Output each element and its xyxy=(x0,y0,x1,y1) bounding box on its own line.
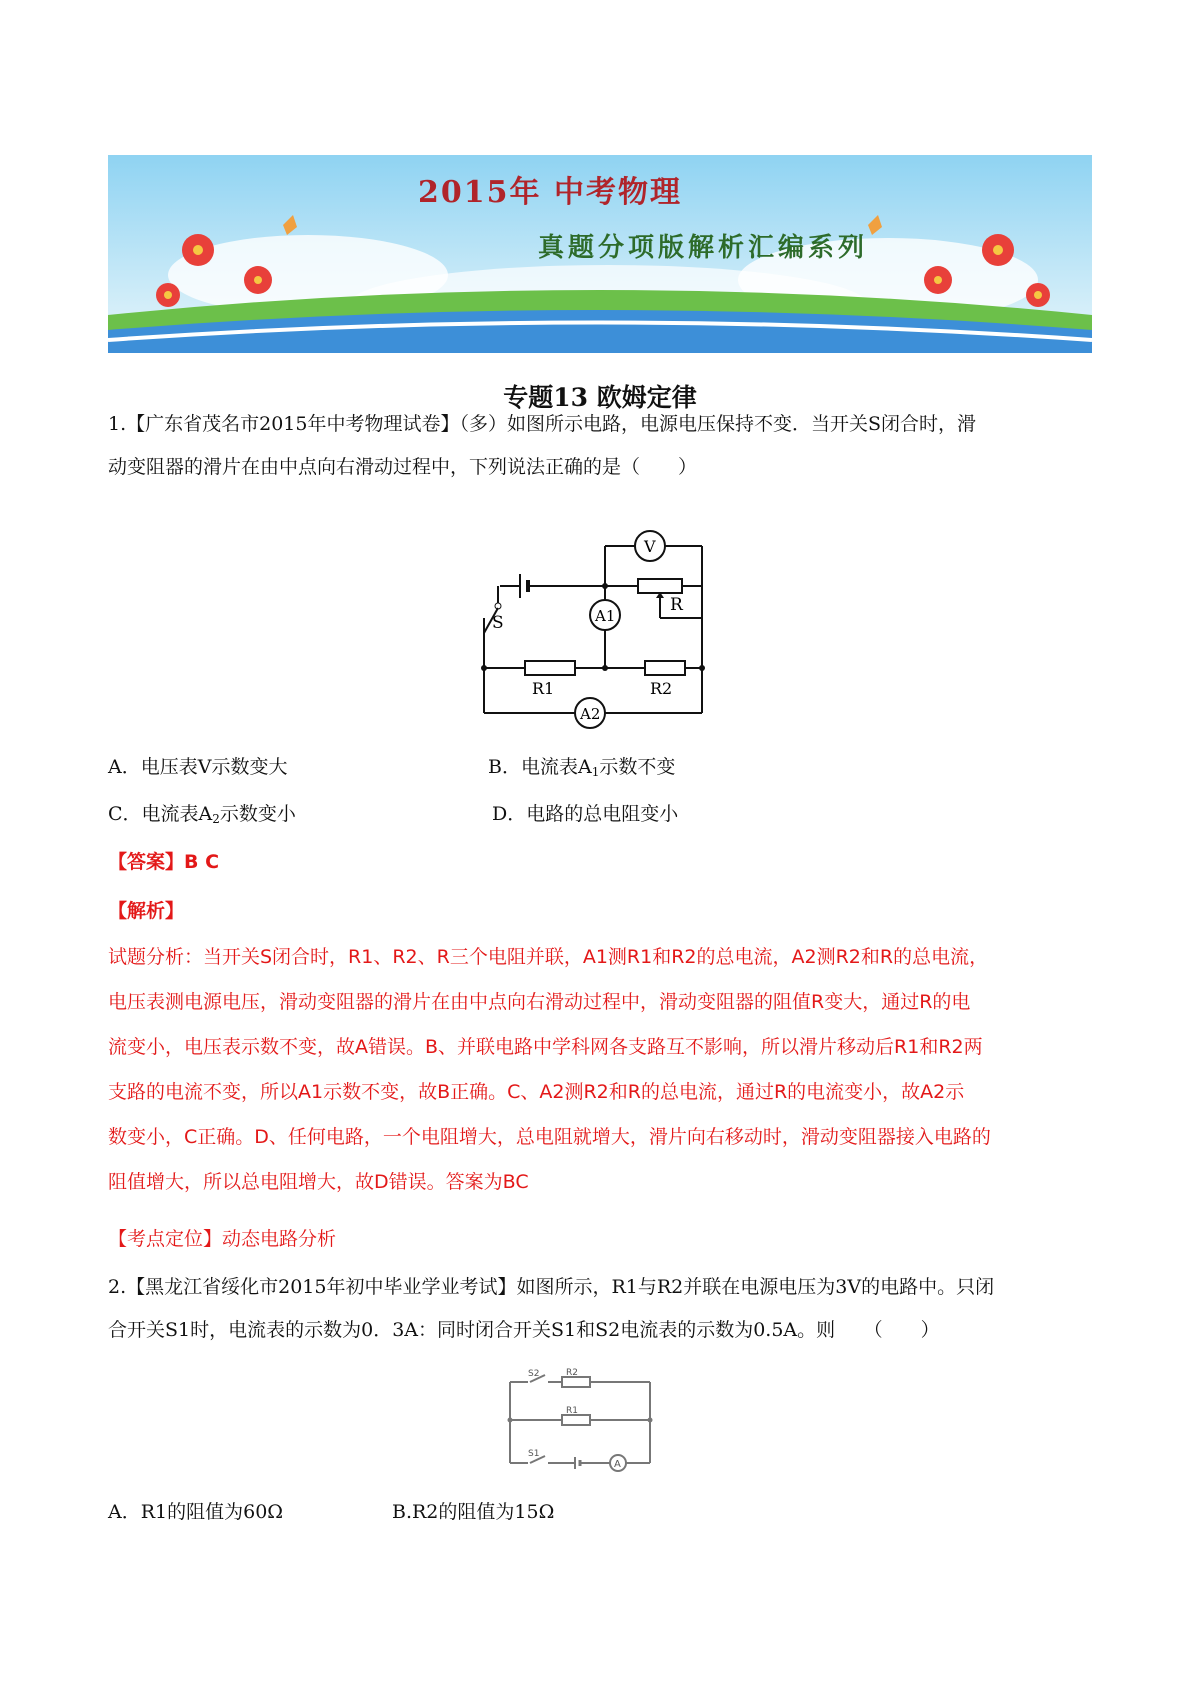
q1-stem-line2: 动变阻器的滑片在由中点向右滑动过程中，下列说法正确的是（ ） xyxy=(108,456,698,478)
q2-label-s2: S2 xyxy=(528,1369,540,1379)
q1-option-b-pre: B．电流表A xyxy=(488,756,592,778)
q1-option-b-sub: 1 xyxy=(591,765,600,779)
q1-analysis-line3: 流变小，电压表示数不变，故A错误。B、并联电路中学科网各支路互不影响，所以滑片移动后R1和R2两 xyxy=(108,1036,983,1058)
q1-option-b xyxy=(488,753,675,786)
q2-option-b: B.R2的阻值为15Ω xyxy=(392,1501,555,1523)
q2-option-a: A．R1的阻值为60Ω xyxy=(108,1501,284,1523)
q2-label-a: A xyxy=(614,1459,621,1470)
banner-series-title: 真题分项版解析汇编系列 xyxy=(538,233,869,263)
q1-analysis-line1: 试题分析：当开关S闭合时，R1、R2、R三个电阻并联，A1测R1和R2的总电流，A2测R2和R的总电流， xyxy=(108,946,989,968)
q1-analysis-heading: 【解析】 xyxy=(108,900,185,922)
circuit-label-a1: A1 xyxy=(595,607,616,625)
q1-analysis-line4: 支路的电流不变，所以A1示数不变，故B正确。C、A2测R2和R的总电流，通过R的电流变小，故A2示 xyxy=(108,1081,965,1103)
circuit-label-r: R xyxy=(670,595,683,615)
q1-option-c-sub: 2 xyxy=(212,812,220,826)
circuit-label-s: S xyxy=(492,613,504,633)
q2-label-s1: S1 xyxy=(528,1449,540,1459)
q1-answer: 【答案】B C xyxy=(108,851,220,873)
topic-title: 专题13 欧姆定律 xyxy=(503,383,697,412)
q1-option-c-post: 示数变小 xyxy=(219,803,296,825)
q1-option-b-post: 示数不变 xyxy=(599,756,676,778)
q1-analysis-line2: 电压表测电源电压，滑动变阻器的滑片在由中点向右滑动过程中，滑动变阻器的阻值R变大，通过R的电 xyxy=(108,991,971,1013)
q1-circuit-diagram xyxy=(470,528,720,743)
q1-option-a: A．电压表V示数变大 xyxy=(108,756,288,778)
q2-label-r1: R1 xyxy=(566,1406,578,1416)
q2-circuit-diagram xyxy=(500,1368,660,1478)
circuit-label-r2: R2 xyxy=(650,679,673,698)
q1-analysis-line6: 阻值增大，所以总电阻增大，故D错误。答案为BC xyxy=(108,1171,529,1193)
q1-option-c xyxy=(108,800,296,833)
q1-analysis-line5: 数变小，C正确。D、任何电路，一个电阻增大，总电阻就增大，滑片向右移动时，滑动变阻器接入电路的 xyxy=(108,1126,991,1148)
banner-year-title: 2015年 中考物理 xyxy=(418,175,682,210)
q1-option-d: D．电路的总电阻变小 xyxy=(492,803,679,825)
circuit-label-v: V xyxy=(644,537,656,556)
circuit-label-a2: A2 xyxy=(580,705,601,723)
circuit-label-r1: R1 xyxy=(532,679,555,698)
q2-stem-line1: 2.【黑龙江省绥化市2015年初中毕业学业考试】如图所示，R1与R2并联在电源电压为3V的电路中。只闭 xyxy=(108,1276,995,1298)
q1-stem-line1: 1.【广东省茂名市2015年中考物理试卷】（多）如图所示电路，电源电压保持不变．当开关S闭合时，滑 xyxy=(108,413,977,435)
q1-keypoint: 【考点定位】动态电路分析 xyxy=(108,1228,337,1250)
q2-label-r2: R2 xyxy=(566,1368,578,1378)
q1-option-c-pre: C．电流表A xyxy=(108,803,213,825)
header-banner xyxy=(108,155,1092,353)
q2-stem-line2: 合开关S1时，电流表的示数为0．3A：同时闭合开关S1和S2电流表的示数为0.5A。则 （ ） xyxy=(108,1319,940,1341)
